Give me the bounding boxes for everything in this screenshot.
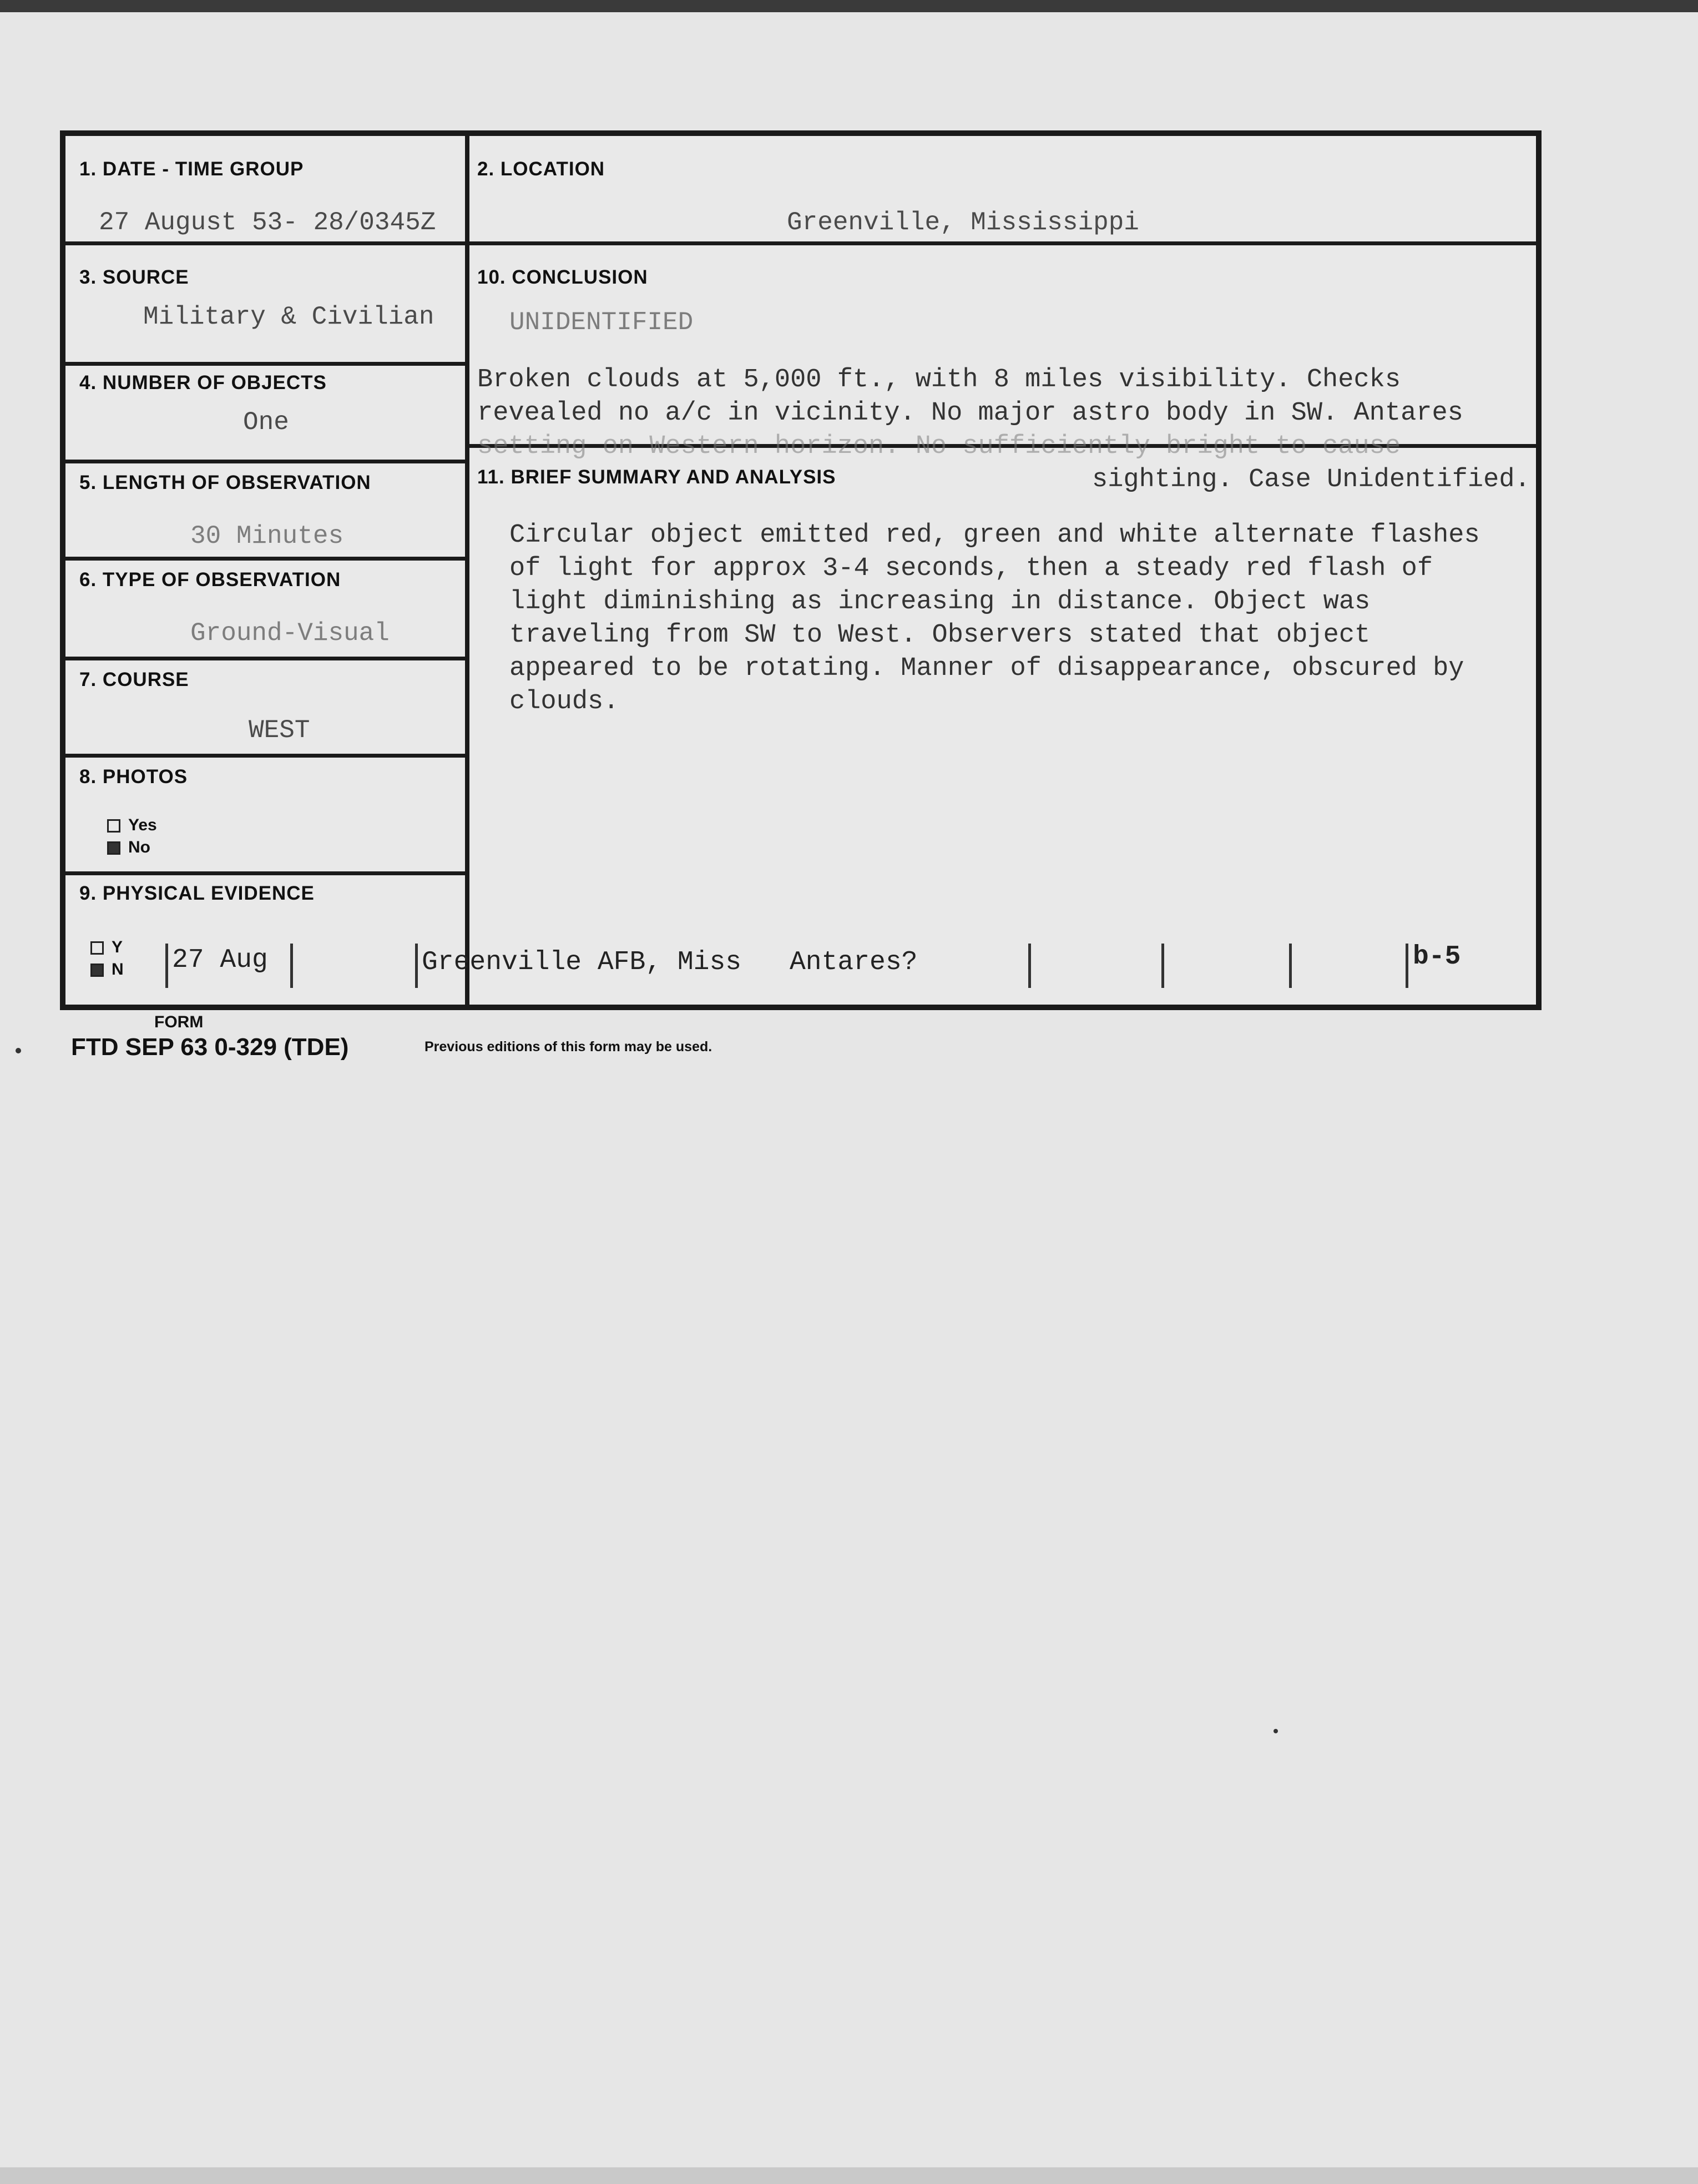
- summary-line-4: traveling from SW to West. Observers stated that object: [509, 621, 1371, 650]
- length-of-observation-label: 5. LENGTH OF OBSERVATION: [79, 472, 371, 493]
- evidence-date: 27 Aug: [172, 945, 268, 975]
- summary-line-6: clouds.: [509, 687, 619, 717]
- date-time-group-label: 1. DATE - TIME GROUP: [79, 158, 304, 180]
- location-value: Greenville, Mississippi: [787, 208, 1139, 237]
- photos-no-checkbox[interactable]: [107, 841, 120, 855]
- physical-evidence-yes-checkbox[interactable]: [90, 941, 104, 955]
- summary-line-2: of light for approx 3-4 seconds, then a steady red flash of: [509, 554, 1433, 583]
- photos-label: 8. PHOTOS: [79, 766, 188, 788]
- row-divider: [65, 241, 469, 245]
- physical-evidence-no-checkbox[interactable]: [90, 964, 104, 977]
- row-divider: [65, 754, 469, 758]
- footer-form-id: FTD SEP 63 0-329 (TDE): [71, 1033, 349, 1061]
- scan-speck: [16, 1048, 21, 1053]
- row-divider: [65, 657, 469, 660]
- summary-label: 11. BRIEF SUMMARY AND ANALYSIS: [477, 466, 836, 488]
- physical-evidence-yes-option: [90, 938, 123, 957]
- scan-edge-bottom: [0, 2167, 1698, 2184]
- footer-note: Previous editions of this form may be used.: [424, 1039, 712, 1055]
- evidence-note: Antares?: [790, 947, 918, 977]
- photos-no-option: [107, 838, 150, 857]
- conclusion-line-2: revealed no a/c in vicinity. No major astro body in SW. Antares: [477, 399, 1463, 428]
- course-value: WEST: [249, 716, 310, 745]
- conclusion-line-4: sighting. Case Unidentified.: [1092, 465, 1530, 495]
- type-of-observation-label: 6. TYPE OF OBSERVATION: [79, 569, 341, 591]
- row-separator: [1289, 944, 1292, 988]
- type-of-observation-value: Ground-Visual: [190, 619, 390, 648]
- evidence-place: Greenville AFB, Miss: [422, 947, 742, 977]
- project-card-form: [60, 130, 1542, 1010]
- source-label: 3. SOURCE: [79, 266, 189, 288]
- summary-line-1: Circular object emitted red, green and white alternate flashes: [509, 521, 1480, 550]
- physical-evidence-no-text: N: [112, 960, 124, 978]
- physical-evidence-label: 9. PHYSICAL EVIDENCE: [79, 882, 315, 904]
- row-separator: [1028, 944, 1031, 988]
- physical-evidence-no-option: [90, 960, 124, 979]
- summary-line-5: appeared to be rotating. Manner of disappearance, obscured by: [509, 654, 1464, 683]
- photos-no-text: No: [128, 838, 150, 856]
- photos-yes-option: [107, 816, 157, 835]
- scan-edge-top: [0, 0, 1698, 12]
- row-separator: [415, 944, 418, 988]
- summary-line-3: light diminishing as increasing in distance. Object was: [509, 587, 1371, 617]
- row-divider: [65, 362, 469, 366]
- course-label: 7. COURSE: [79, 669, 189, 690]
- row-divider: [65, 460, 469, 463]
- row-separator: [165, 944, 168, 988]
- photos-yes-text: Yes: [128, 816, 157, 834]
- row-separator: [1161, 944, 1164, 988]
- conclusion-value: UNIDENTIFIED: [509, 308, 694, 337]
- footer-form-word: FORM: [154, 1013, 204, 1031]
- number-of-objects-label: 4. NUMBER OF OBJECTS: [79, 372, 327, 394]
- length-of-observation-value: 30 Minutes: [190, 522, 344, 551]
- evidence-code: b-5: [1413, 942, 1461, 972]
- photos-yes-checkbox[interactable]: [107, 819, 120, 833]
- source-value: Military & Civilian: [143, 302, 434, 331]
- number-of-objects-value: One: [243, 408, 289, 437]
- location-label: 2. LOCATION: [477, 158, 605, 180]
- row-divider: [65, 871, 469, 875]
- conclusion-line-1: Broken clouds at 5,000 ft., with 8 miles visibility. Checks: [477, 365, 1401, 395]
- physical-evidence-yes-text: Y: [112, 938, 123, 956]
- row-divider: [65, 557, 469, 561]
- row-separator: [290, 944, 293, 988]
- scan-speck: [1274, 1729, 1278, 1733]
- conclusion-label: 10. CONCLUSION: [477, 266, 648, 288]
- row-divider: [465, 241, 1536, 245]
- conclusion-line-3: setting on Western horizon. No sufficiently bright to cause: [477, 432, 1401, 461]
- row-separator: [1406, 944, 1408, 988]
- date-time-group-value: 27 August 53- 28/0345Z: [99, 208, 436, 237]
